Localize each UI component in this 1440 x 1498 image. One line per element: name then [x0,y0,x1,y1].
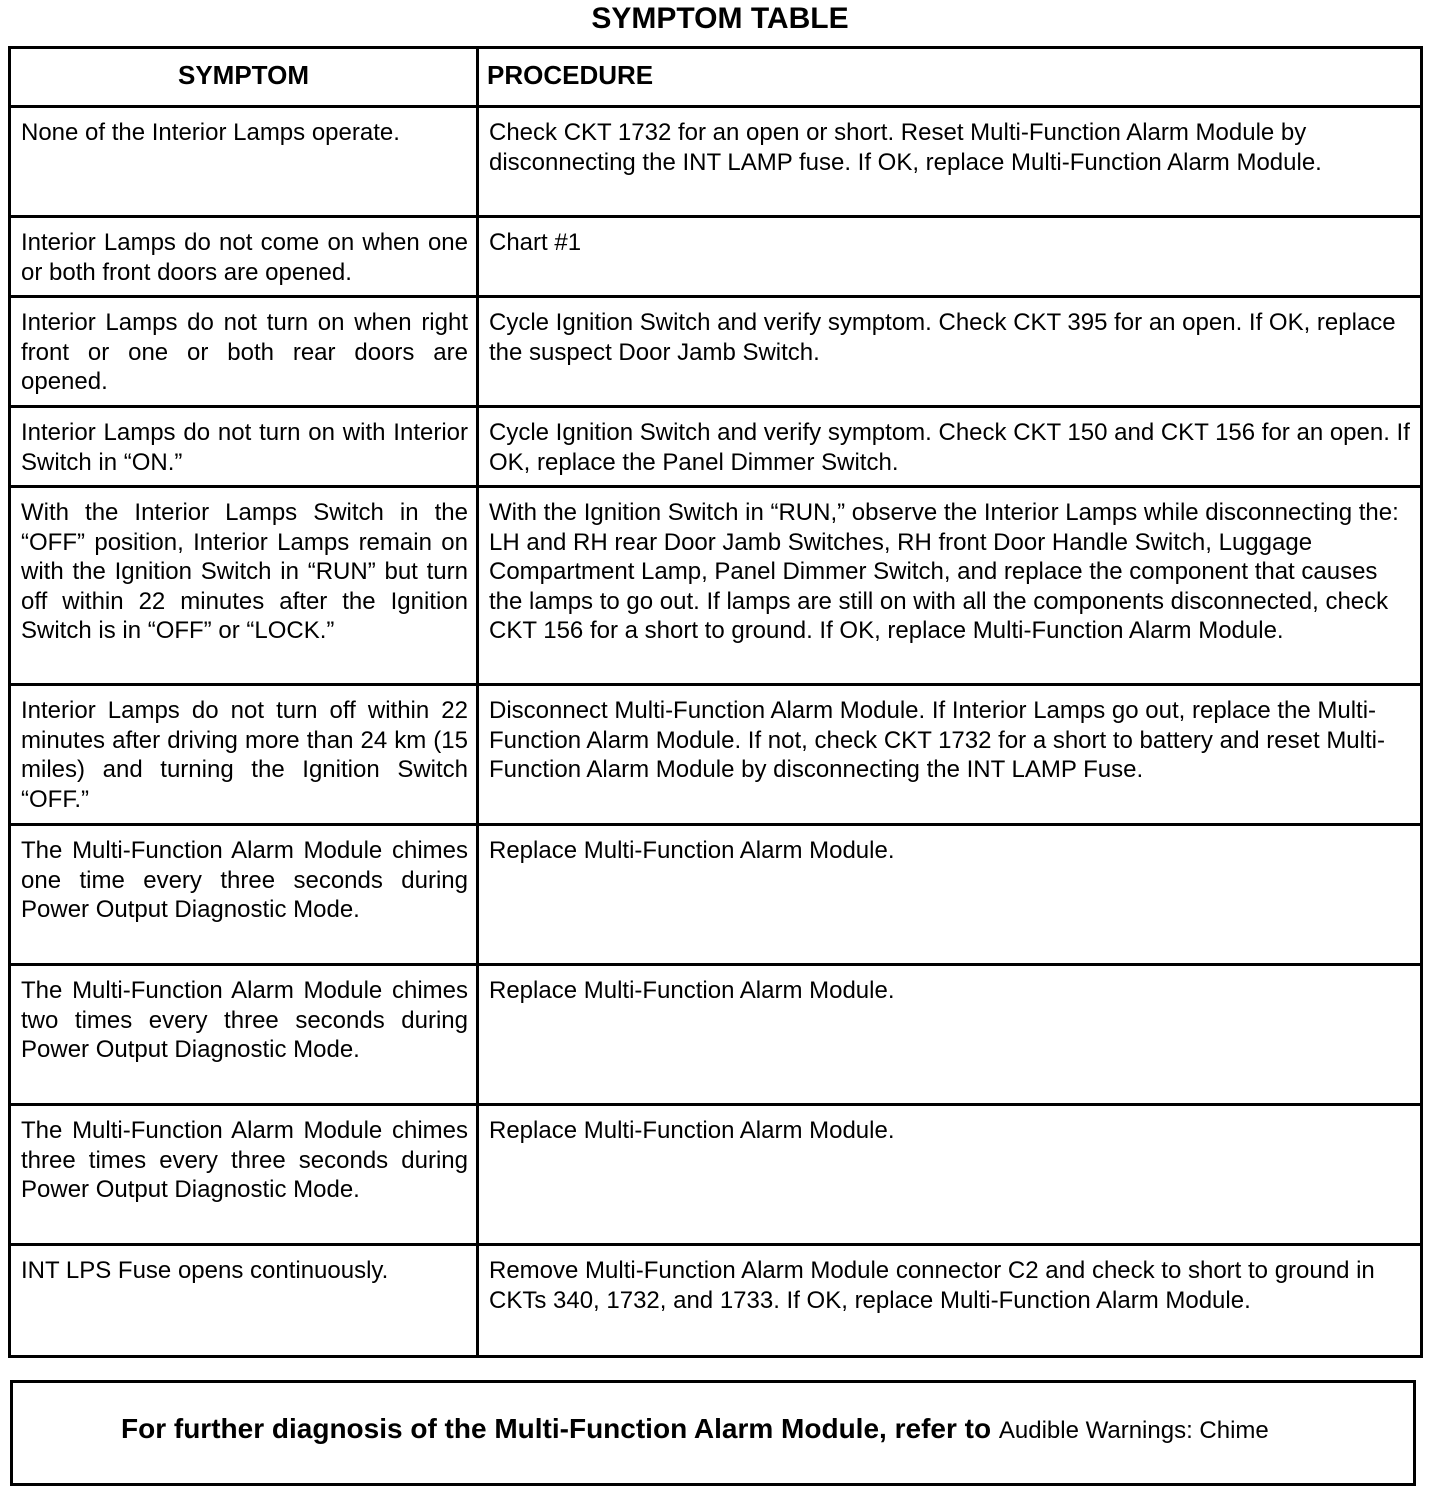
table-row [10,685,1422,825]
note-line [121,1413,1269,1445]
note-reference-link[interactable]: Audible Warnings: Chime [998,1417,1269,1444]
table-row [10,487,1422,685]
further-diagnosis-note [10,1380,1416,1486]
symptom-cell: The Multi-Function Alarm Module chimes two times every three seconds during Power Output Diagnostic Mode. [10,965,478,1105]
symptom-cell: None of the Interior Lamps operate. [10,107,478,217]
procedure-cell: Cycle Ignition Switch and verify symptom. Check CKT 150 and CKT 156 for an open. If OK, replace the Panel Dimmer Switch. [478,407,1422,487]
table-row [10,107,1422,217]
procedure-cell: With the Ignition Switch in “RUN,” observe the Interior Lamps while disconnecting the: LH and RH rear Door Jamb Switches, RH front Door Handle Switch, Luggage Compartment Lamp, Panel Dimmer Switch, and replace the component that causes the lamps to go out. If lamps are still on with all the components disconnected, check CKT 156 for a short to ground. If OK, replace Multi-Function Alarm Module. [478,487,1422,685]
column-header-procedure: PROCEDURE [478,48,1422,107]
table-row [10,1105,1422,1245]
procedure-cell: Check CKT 1732 for an open or short. Reset Multi-Function Alarm Module by disconnecting the INT LAMP fuse. If OK, replace Multi-Function Alarm Module. [478,107,1422,217]
table-row [10,217,1422,297]
table-header-row [10,48,1422,107]
symptom-cell: Interior Lamps do not turn on when right front or one or both rear doors are opened. [10,297,478,407]
procedure-cell: Replace Multi-Function Alarm Module. [478,1105,1422,1245]
symptom-cell: The Multi-Function Alarm Module chimes three times every three seconds during Power Output Diagnostic Mode. [10,1105,478,1245]
procedure-cell-chart-link[interactable]: Chart #1 [478,217,1422,297]
symptom-cell: INT LPS Fuse opens continuously. [10,1245,478,1357]
procedure-cell: Replace Multi-Function Alarm Module. [478,965,1422,1105]
note-text: For further diagnosis of the Multi-Function Alarm Module, refer to [121,1413,992,1444]
symptom-cell: With the Interior Lamps Switch in the “OFF” position, Interior Lamps remain on with the Ignition Switch in “RUN” but turn off within 22 minutes after the Ignition Switch is in “OFF” or “LOCK.” [10,487,478,685]
table-row [10,825,1422,965]
table-row [10,965,1422,1105]
symptom-cell: Interior Lamps do not come on when one or both front doors are opened. [10,217,478,297]
table-row [10,297,1422,407]
symptom-cell: Interior Lamps do not turn off within 22 minutes after driving more than 24 km (15 miles) and turning the Ignition Switch “OFF.” [10,685,478,825]
procedure-cell: Cycle Ignition Switch and verify symptom. Check CKT 395 for an open. If OK, replace the suspect Door Jamb Switch. [478,297,1422,407]
symptom-cell: The Multi-Function Alarm Module chimes one time every three seconds during Power Output Diagnostic Mode. [10,825,478,965]
table-row [10,1245,1422,1357]
symptom-cell: Interior Lamps do not turn on with Interior Switch in “ON.” [10,407,478,487]
symptom-table [8,46,1423,1358]
procedure-cell: Replace Multi-Function Alarm Module. [478,825,1422,965]
page-title: SYMPTOM TABLE [591,2,849,35]
procedure-cell: Disconnect Multi-Function Alarm Module. If Interior Lamps go out, replace the Multi-Function Alarm Module. If not, check CKT 1732 for a short to battery and reset Multi-Function Alarm Module by disconnecting the INT LAMP Fuse. [478,685,1422,825]
procedure-cell: Remove Multi-Function Alarm Module connector C2 and check to short to ground in CKTs 340, 1732, and 1733. If OK, replace Multi-Function Alarm Module. [478,1245,1422,1357]
table-row [10,407,1422,487]
column-header-symptom: SYMPTOM [10,48,478,107]
